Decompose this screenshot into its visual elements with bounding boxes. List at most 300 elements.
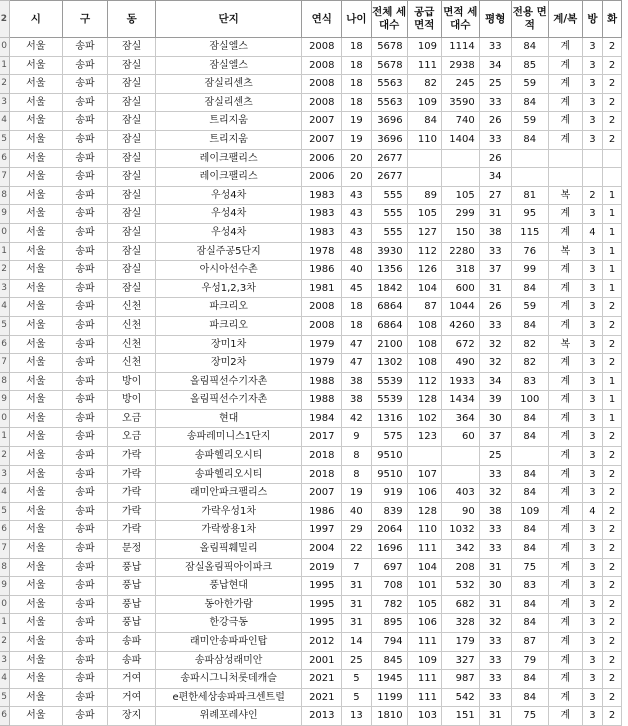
cell[interactable]: 3 — [582, 56, 602, 75]
cell[interactable]: 919 — [371, 484, 407, 503]
cell[interactable]: 42 — [342, 409, 371, 428]
cell[interactable]: 555 — [371, 186, 407, 205]
cell[interactable]: 3590 — [441, 93, 479, 112]
cell[interactable]: 555 — [371, 205, 407, 224]
cell[interactable]: 128 — [407, 391, 441, 410]
cell[interactable]: 가락 — [108, 521, 155, 540]
cell[interactable]: 계 — [548, 558, 582, 577]
cell[interactable]: 59 — [511, 75, 548, 94]
cell[interactable]: 3 — [582, 428, 602, 447]
cell[interactable]: 2 — [603, 112, 622, 131]
cell[interactable]: 계 — [548, 223, 582, 242]
cell[interactable]: 3 — [582, 558, 602, 577]
cell[interactable] — [582, 168, 602, 187]
cell[interactable]: 108 — [407, 335, 441, 354]
cell[interactable]: 트리지움 — [155, 112, 302, 131]
row-number[interactable]: 5 — [0, 316, 10, 335]
cell[interactable]: 가락 — [108, 447, 155, 466]
cell[interactable]: 29 — [342, 521, 371, 540]
cell[interactable]: 가락우성1차 — [155, 502, 302, 521]
cell[interactable]: 서울 — [10, 130, 63, 149]
row-number[interactable]: 8 — [0, 558, 10, 577]
cell[interactable]: 잠실 — [108, 130, 155, 149]
cell[interactable]: 18 — [342, 75, 371, 94]
cell[interactable]: 계 — [548, 688, 582, 707]
cell[interactable]: 3 — [582, 242, 602, 261]
row-number[interactable]: 1 — [0, 242, 10, 261]
cell[interactable]: 서울 — [10, 521, 63, 540]
cell[interactable]: 3 — [582, 465, 602, 484]
cell[interactable]: 2064 — [371, 521, 407, 540]
cell[interactable]: 59 — [511, 112, 548, 131]
cell[interactable]: 3 — [582, 595, 602, 614]
cell[interactable]: 2 — [603, 595, 622, 614]
cell[interactable]: 2 — [603, 577, 622, 596]
cell[interactable]: 3 — [582, 316, 602, 335]
row-number[interactable]: 7 — [0, 354, 10, 373]
cell[interactable]: 계 — [548, 261, 582, 280]
cell[interactable]: 708 — [371, 577, 407, 596]
cell[interactable]: 8 — [342, 465, 371, 484]
cell[interactable]: 19 — [342, 112, 371, 131]
cell[interactable]: 계 — [548, 316, 582, 335]
cell[interactable]: 송파 — [62, 279, 108, 298]
cell[interactable]: 1979 — [302, 335, 342, 354]
cell[interactable]: 9 — [342, 428, 371, 447]
cell[interactable]: 송파 — [62, 186, 108, 205]
cell[interactable]: 20 — [342, 149, 371, 168]
cell[interactable]: 107 — [407, 465, 441, 484]
cell[interactable]: 1984 — [302, 409, 342, 428]
cell[interactable]: 1 — [603, 205, 622, 224]
cell[interactable] — [407, 447, 441, 466]
cell[interactable]: 송파 — [62, 335, 108, 354]
cell[interactable]: 계 — [548, 93, 582, 112]
cell[interactable]: 3 — [582, 261, 602, 280]
cell[interactable]: 40 — [342, 261, 371, 280]
cell[interactable]: 5 — [342, 688, 371, 707]
row-number[interactable]: 3 — [0, 651, 10, 670]
cell[interactable]: 계 — [548, 540, 582, 559]
cell[interactable]: 7 — [342, 558, 371, 577]
cell[interactable]: 5 — [342, 670, 371, 689]
cell[interactable]: 파크리오 — [155, 316, 302, 335]
row-number[interactable]: 4 — [0, 298, 10, 317]
cell[interactable]: 위례포레샤인 — [155, 707, 302, 726]
cell[interactable]: 잠실 — [108, 168, 155, 187]
cell[interactable]: 아시아선수촌 — [155, 261, 302, 280]
cell[interactable]: 40 — [342, 502, 371, 521]
cell[interactable]: 3 — [582, 707, 602, 726]
cell[interactable]: 84 — [511, 670, 548, 689]
cell[interactable]: 송파 — [62, 670, 108, 689]
cell[interactable]: 31 — [342, 577, 371, 596]
cell[interactable]: 84 — [511, 540, 548, 559]
cell[interactable]: 34 — [479, 168, 511, 187]
cell[interactable]: 2006 — [302, 149, 342, 168]
row-number[interactable]: 4 — [0, 670, 10, 689]
cell[interactable]: 32 — [479, 335, 511, 354]
cell[interactable]: 490 — [441, 354, 479, 373]
cell[interactable]: 송파 — [62, 223, 108, 242]
cell[interactable]: 84 — [511, 688, 548, 707]
cell[interactable]: 계 — [548, 56, 582, 75]
cell[interactable]: 계 — [548, 651, 582, 670]
cell[interactable]: 송파 — [62, 521, 108, 540]
cell[interactable]: 3 — [582, 614, 602, 633]
row-number[interactable]: 7 — [0, 540, 10, 559]
cell[interactable]: 83 — [511, 372, 548, 391]
cell[interactable]: 2 — [603, 558, 622, 577]
cell[interactable]: 2017 — [302, 428, 342, 447]
cell[interactable]: 오금 — [108, 409, 155, 428]
cell[interactable]: 2 — [603, 93, 622, 112]
header-cell[interactable]: 전체 세대수 — [371, 1, 407, 38]
row-number[interactable]: 9 — [0, 205, 10, 224]
row-number[interactable]: 3 — [0, 279, 10, 298]
row-number[interactable]: 6 — [0, 335, 10, 354]
cell[interactable]: 서울 — [10, 242, 63, 261]
cell[interactable]: 84 — [511, 316, 548, 335]
cell[interactable]: 송파 — [62, 168, 108, 187]
header-cell[interactable]: 공급 면적 — [407, 1, 441, 38]
cell[interactable]: 1995 — [302, 614, 342, 633]
cell[interactable]: 845 — [371, 651, 407, 670]
cell[interactable]: 잠실리센츠 — [155, 75, 302, 94]
cell[interactable]: 26 — [479, 149, 511, 168]
cell[interactable]: 3 — [582, 93, 602, 112]
cell[interactable]: 100 — [511, 391, 548, 410]
cell[interactable]: 2019 — [302, 558, 342, 577]
header-cell[interactable]: 평형 — [479, 1, 511, 38]
cell[interactable]: 328 — [441, 614, 479, 633]
cell[interactable]: 1986 — [302, 261, 342, 280]
cell[interactable]: 151 — [441, 707, 479, 726]
cell[interactable]: 파크리오 — [155, 298, 302, 317]
cell[interactable]: 1114 — [441, 38, 479, 57]
cell[interactable]: 계 — [548, 595, 582, 614]
row-number[interactable]: 2 — [0, 447, 10, 466]
cell[interactable]: 1 — [603, 391, 622, 410]
cell[interactable]: 1979 — [302, 354, 342, 373]
cell[interactable]: 1810 — [371, 707, 407, 726]
cell[interactable]: 풍납현대 — [155, 577, 302, 596]
cell[interactable]: 33 — [479, 38, 511, 57]
cell[interactable]: 송파 — [62, 93, 108, 112]
cell[interactable]: 101 — [407, 577, 441, 596]
cell[interactable]: 123 — [407, 428, 441, 447]
row-number[interactable]: 4 — [0, 112, 10, 131]
row-number[interactable]: 1 — [0, 56, 10, 75]
cell[interactable]: 542 — [441, 688, 479, 707]
cell[interactable]: 송파 — [62, 558, 108, 577]
cell[interactable]: 방이 — [108, 372, 155, 391]
cell[interactable]: 서울 — [10, 633, 63, 652]
cell[interactable]: 계 — [548, 372, 582, 391]
cell[interactable]: 33 — [479, 670, 511, 689]
cell[interactable]: 송파 — [108, 651, 155, 670]
cell[interactable]: 서울 — [10, 38, 63, 57]
cell[interactable]: 문정 — [108, 540, 155, 559]
cell[interactable]: 1842 — [371, 279, 407, 298]
cell[interactable]: 3 — [582, 75, 602, 94]
row-number[interactable]: 2 — [0, 1, 10, 38]
cell[interactable]: 올림픽선수기자촌 — [155, 391, 302, 410]
header-cell[interactable]: 면적 세대수 — [441, 1, 479, 38]
cell[interactable]: 신천 — [108, 298, 155, 317]
cell[interactable]: 송파 — [62, 391, 108, 410]
cell[interactable]: 잠실 — [108, 242, 155, 261]
cell[interactable]: 1302 — [371, 354, 407, 373]
cell[interactable]: 가락쌍용1차 — [155, 521, 302, 540]
cell[interactable]: 잠실 — [108, 279, 155, 298]
cell[interactable]: 45 — [342, 279, 371, 298]
cell[interactable]: 오금 — [108, 428, 155, 447]
header-cell[interactable]: 동 — [108, 1, 155, 38]
cell[interactable]: 364 — [441, 409, 479, 428]
cell[interactable]: 잠실 — [108, 93, 155, 112]
row-number[interactable]: 6 — [0, 707, 10, 726]
cell[interactable]: 올림픽훼밀리 — [155, 540, 302, 559]
cell[interactable]: 1983 — [302, 205, 342, 224]
header-cell[interactable]: 구 — [62, 1, 108, 38]
cell[interactable]: 895 — [371, 614, 407, 633]
cell[interactable]: 송파 — [62, 56, 108, 75]
cell[interactable]: 계 — [548, 484, 582, 503]
cell[interactable]: 2 — [603, 465, 622, 484]
cell[interactable]: 342 — [441, 540, 479, 559]
cell[interactable]: 127 — [407, 223, 441, 242]
cell[interactable]: 83 — [511, 577, 548, 596]
cell[interactable]: 47 — [342, 354, 371, 373]
cell[interactable]: 84 — [511, 614, 548, 633]
cell[interactable]: 33 — [479, 540, 511, 559]
cell[interactable]: 95 — [511, 205, 548, 224]
cell[interactable]: 송파 — [62, 149, 108, 168]
cell[interactable]: e편한세상송파파크센트럴 — [155, 688, 302, 707]
cell[interactable] — [582, 149, 602, 168]
cell[interactable]: 계 — [548, 707, 582, 726]
cell[interactable]: 3696 — [371, 130, 407, 149]
cell[interactable]: 2007 — [302, 130, 342, 149]
cell[interactable]: 87 — [407, 298, 441, 317]
cell[interactable]: 서울 — [10, 56, 63, 75]
cell[interactable]: 109 — [407, 38, 441, 57]
cell[interactable]: 레이크팰리스 — [155, 149, 302, 168]
cell[interactable]: 서울 — [10, 651, 63, 670]
cell[interactable] — [441, 149, 479, 168]
cell[interactable]: 서울 — [10, 614, 63, 633]
cell[interactable]: 5539 — [371, 372, 407, 391]
cell[interactable]: 계 — [548, 38, 582, 57]
cell[interactable]: 79 — [511, 651, 548, 670]
cell[interactable]: 76 — [511, 242, 548, 261]
cell[interactable]: 3696 — [371, 112, 407, 131]
cell[interactable]: 33 — [479, 93, 511, 112]
cell[interactable]: 2013 — [302, 707, 342, 726]
cell[interactable]: 송파 — [62, 595, 108, 614]
cell[interactable]: 송파 — [62, 540, 108, 559]
cell[interactable]: 5563 — [371, 75, 407, 94]
cell[interactable]: 111 — [407, 688, 441, 707]
cell[interactable]: 30 — [479, 409, 511, 428]
header-cell[interactable]: 시 — [10, 1, 63, 38]
cell[interactable]: 2018 — [302, 447, 342, 466]
cell[interactable]: 3 — [582, 335, 602, 354]
cell[interactable]: 신천 — [108, 335, 155, 354]
row-number[interactable]: 3 — [0, 465, 10, 484]
cell[interactable]: 1696 — [371, 540, 407, 559]
cell[interactable]: 2100 — [371, 335, 407, 354]
cell[interactable]: 111 — [407, 670, 441, 689]
cell[interactable]: 서울 — [10, 465, 63, 484]
cell[interactable]: 20 — [342, 168, 371, 187]
cell[interactable]: 풍납 — [108, 595, 155, 614]
cell[interactable]: 1978 — [302, 242, 342, 261]
cell[interactable]: 84 — [407, 112, 441, 131]
cell[interactable]: 6864 — [371, 316, 407, 335]
header-cell[interactable]: 화 — [603, 1, 622, 38]
cell[interactable]: 31 — [479, 205, 511, 224]
cell[interactable]: 송파 — [62, 316, 108, 335]
cell[interactable]: 25 — [479, 75, 511, 94]
cell[interactable]: 1995 — [302, 595, 342, 614]
cell[interactable]: 서울 — [10, 168, 63, 187]
cell[interactable]: 서울 — [10, 670, 63, 689]
cell[interactable]: 82 — [511, 335, 548, 354]
cell[interactable]: 2 — [603, 670, 622, 689]
cell[interactable]: 39 — [479, 391, 511, 410]
cell[interactable]: 레이크팰리스 — [155, 168, 302, 187]
row-number[interactable]: 5 — [0, 502, 10, 521]
cell[interactable]: 115 — [511, 223, 548, 242]
cell[interactable]: 동아한가람 — [155, 595, 302, 614]
cell[interactable]: 2008 — [302, 75, 342, 94]
cell[interactable]: 서울 — [10, 186, 63, 205]
cell[interactable]: 108 — [407, 316, 441, 335]
cell[interactable]: 2 — [603, 651, 622, 670]
cell[interactable]: 33 — [479, 688, 511, 707]
cell[interactable]: 2 — [603, 298, 622, 317]
cell[interactable]: 계 — [548, 298, 582, 317]
cell[interactable]: 서울 — [10, 372, 63, 391]
cell[interactable]: 잠실 — [108, 261, 155, 280]
cell[interactable]: 31 — [342, 614, 371, 633]
cell[interactable]: 25 — [479, 447, 511, 466]
cell[interactable] — [407, 149, 441, 168]
cell[interactable]: 81 — [511, 186, 548, 205]
cell[interactable]: 682 — [441, 595, 479, 614]
cell[interactable]: 60 — [441, 428, 479, 447]
cell[interactable]: 송파 — [62, 484, 108, 503]
cell[interactable]: 2012 — [302, 633, 342, 652]
cell[interactable]: 3 — [582, 112, 602, 131]
cell[interactable]: 2008 — [302, 93, 342, 112]
cell[interactable]: 송파 — [62, 75, 108, 94]
cell[interactable]: 서울 — [10, 93, 63, 112]
cell[interactable]: 장미1차 — [155, 335, 302, 354]
cell[interactable]: 22 — [342, 540, 371, 559]
cell[interactable]: 계 — [548, 614, 582, 633]
cell[interactable]: 6864 — [371, 298, 407, 317]
cell[interactable]: 서울 — [10, 316, 63, 335]
cell[interactable]: 89 — [407, 186, 441, 205]
cell[interactable]: 송파헬리오시티 — [155, 447, 302, 466]
cell[interactable]: 2 — [603, 428, 622, 447]
cell[interactable]: 600 — [441, 279, 479, 298]
cell[interactable]: 33 — [479, 633, 511, 652]
cell[interactable]: 서울 — [10, 595, 63, 614]
cell[interactable]: 송파 — [62, 502, 108, 521]
cell[interactable]: 33 — [479, 242, 511, 261]
cell[interactable]: 4260 — [441, 316, 479, 335]
cell[interactable]: 계 — [548, 279, 582, 298]
cell[interactable]: 32 — [479, 484, 511, 503]
cell[interactable]: 33 — [479, 465, 511, 484]
cell[interactable]: 109 — [511, 502, 548, 521]
cell[interactable]: 2 — [603, 484, 622, 503]
cell[interactable]: 3 — [582, 651, 602, 670]
cell[interactable] — [441, 465, 479, 484]
cell[interactable]: 1 — [603, 261, 622, 280]
cell[interactable]: 송파헬리오시티 — [155, 465, 302, 484]
cell[interactable]: 잠실 — [108, 149, 155, 168]
cell[interactable]: 59 — [511, 298, 548, 317]
cell[interactable]: 송파 — [62, 242, 108, 261]
cell[interactable]: 우성4차 — [155, 205, 302, 224]
cell[interactable]: 우성4차 — [155, 186, 302, 205]
cell[interactable]: 82 — [407, 75, 441, 94]
cell[interactable]: 서울 — [10, 577, 63, 596]
cell[interactable] — [548, 168, 582, 187]
cell[interactable]: 송파 — [62, 38, 108, 57]
cell[interactable]: 1434 — [441, 391, 479, 410]
cell[interactable]: 794 — [371, 633, 407, 652]
cell[interactable]: 계 — [548, 428, 582, 447]
row-number[interactable]: 0 — [0, 595, 10, 614]
cell[interactable]: 84 — [511, 93, 548, 112]
cell[interactable]: 3 — [582, 688, 602, 707]
cell[interactable]: 318 — [441, 261, 479, 280]
cell[interactable]: 84 — [511, 130, 548, 149]
cell[interactable]: 2008 — [302, 316, 342, 335]
cell[interactable]: 계 — [548, 130, 582, 149]
cell[interactable]: 37 — [479, 428, 511, 447]
cell[interactable]: 우성4차 — [155, 223, 302, 242]
header-cell[interactable]: 단지 — [155, 1, 302, 38]
cell[interactable]: 110 — [407, 521, 441, 540]
cell[interactable]: 5539 — [371, 391, 407, 410]
row-number[interactable]: 4 — [0, 484, 10, 503]
cell[interactable]: 거여 — [108, 688, 155, 707]
cell[interactable]: 송파 — [62, 409, 108, 428]
cell[interactable]: 서울 — [10, 354, 63, 373]
cell[interactable]: 가락 — [108, 465, 155, 484]
cell[interactable]: 계 — [548, 670, 582, 689]
cell[interactable]: 33 — [479, 316, 511, 335]
cell[interactable]: 송파삼성래미안 — [155, 651, 302, 670]
cell[interactable]: 잠실엘스 — [155, 38, 302, 57]
cell[interactable]: 서울 — [10, 558, 63, 577]
cell[interactable]: 3 — [582, 484, 602, 503]
cell[interactable]: 109 — [407, 651, 441, 670]
cell[interactable]: 2938 — [441, 56, 479, 75]
cell[interactable]: 31 — [479, 279, 511, 298]
cell[interactable]: 서울 — [10, 484, 63, 503]
cell[interactable]: 계 — [548, 112, 582, 131]
cell[interactable]: 3 — [582, 521, 602, 540]
cell[interactable]: 84 — [511, 484, 548, 503]
